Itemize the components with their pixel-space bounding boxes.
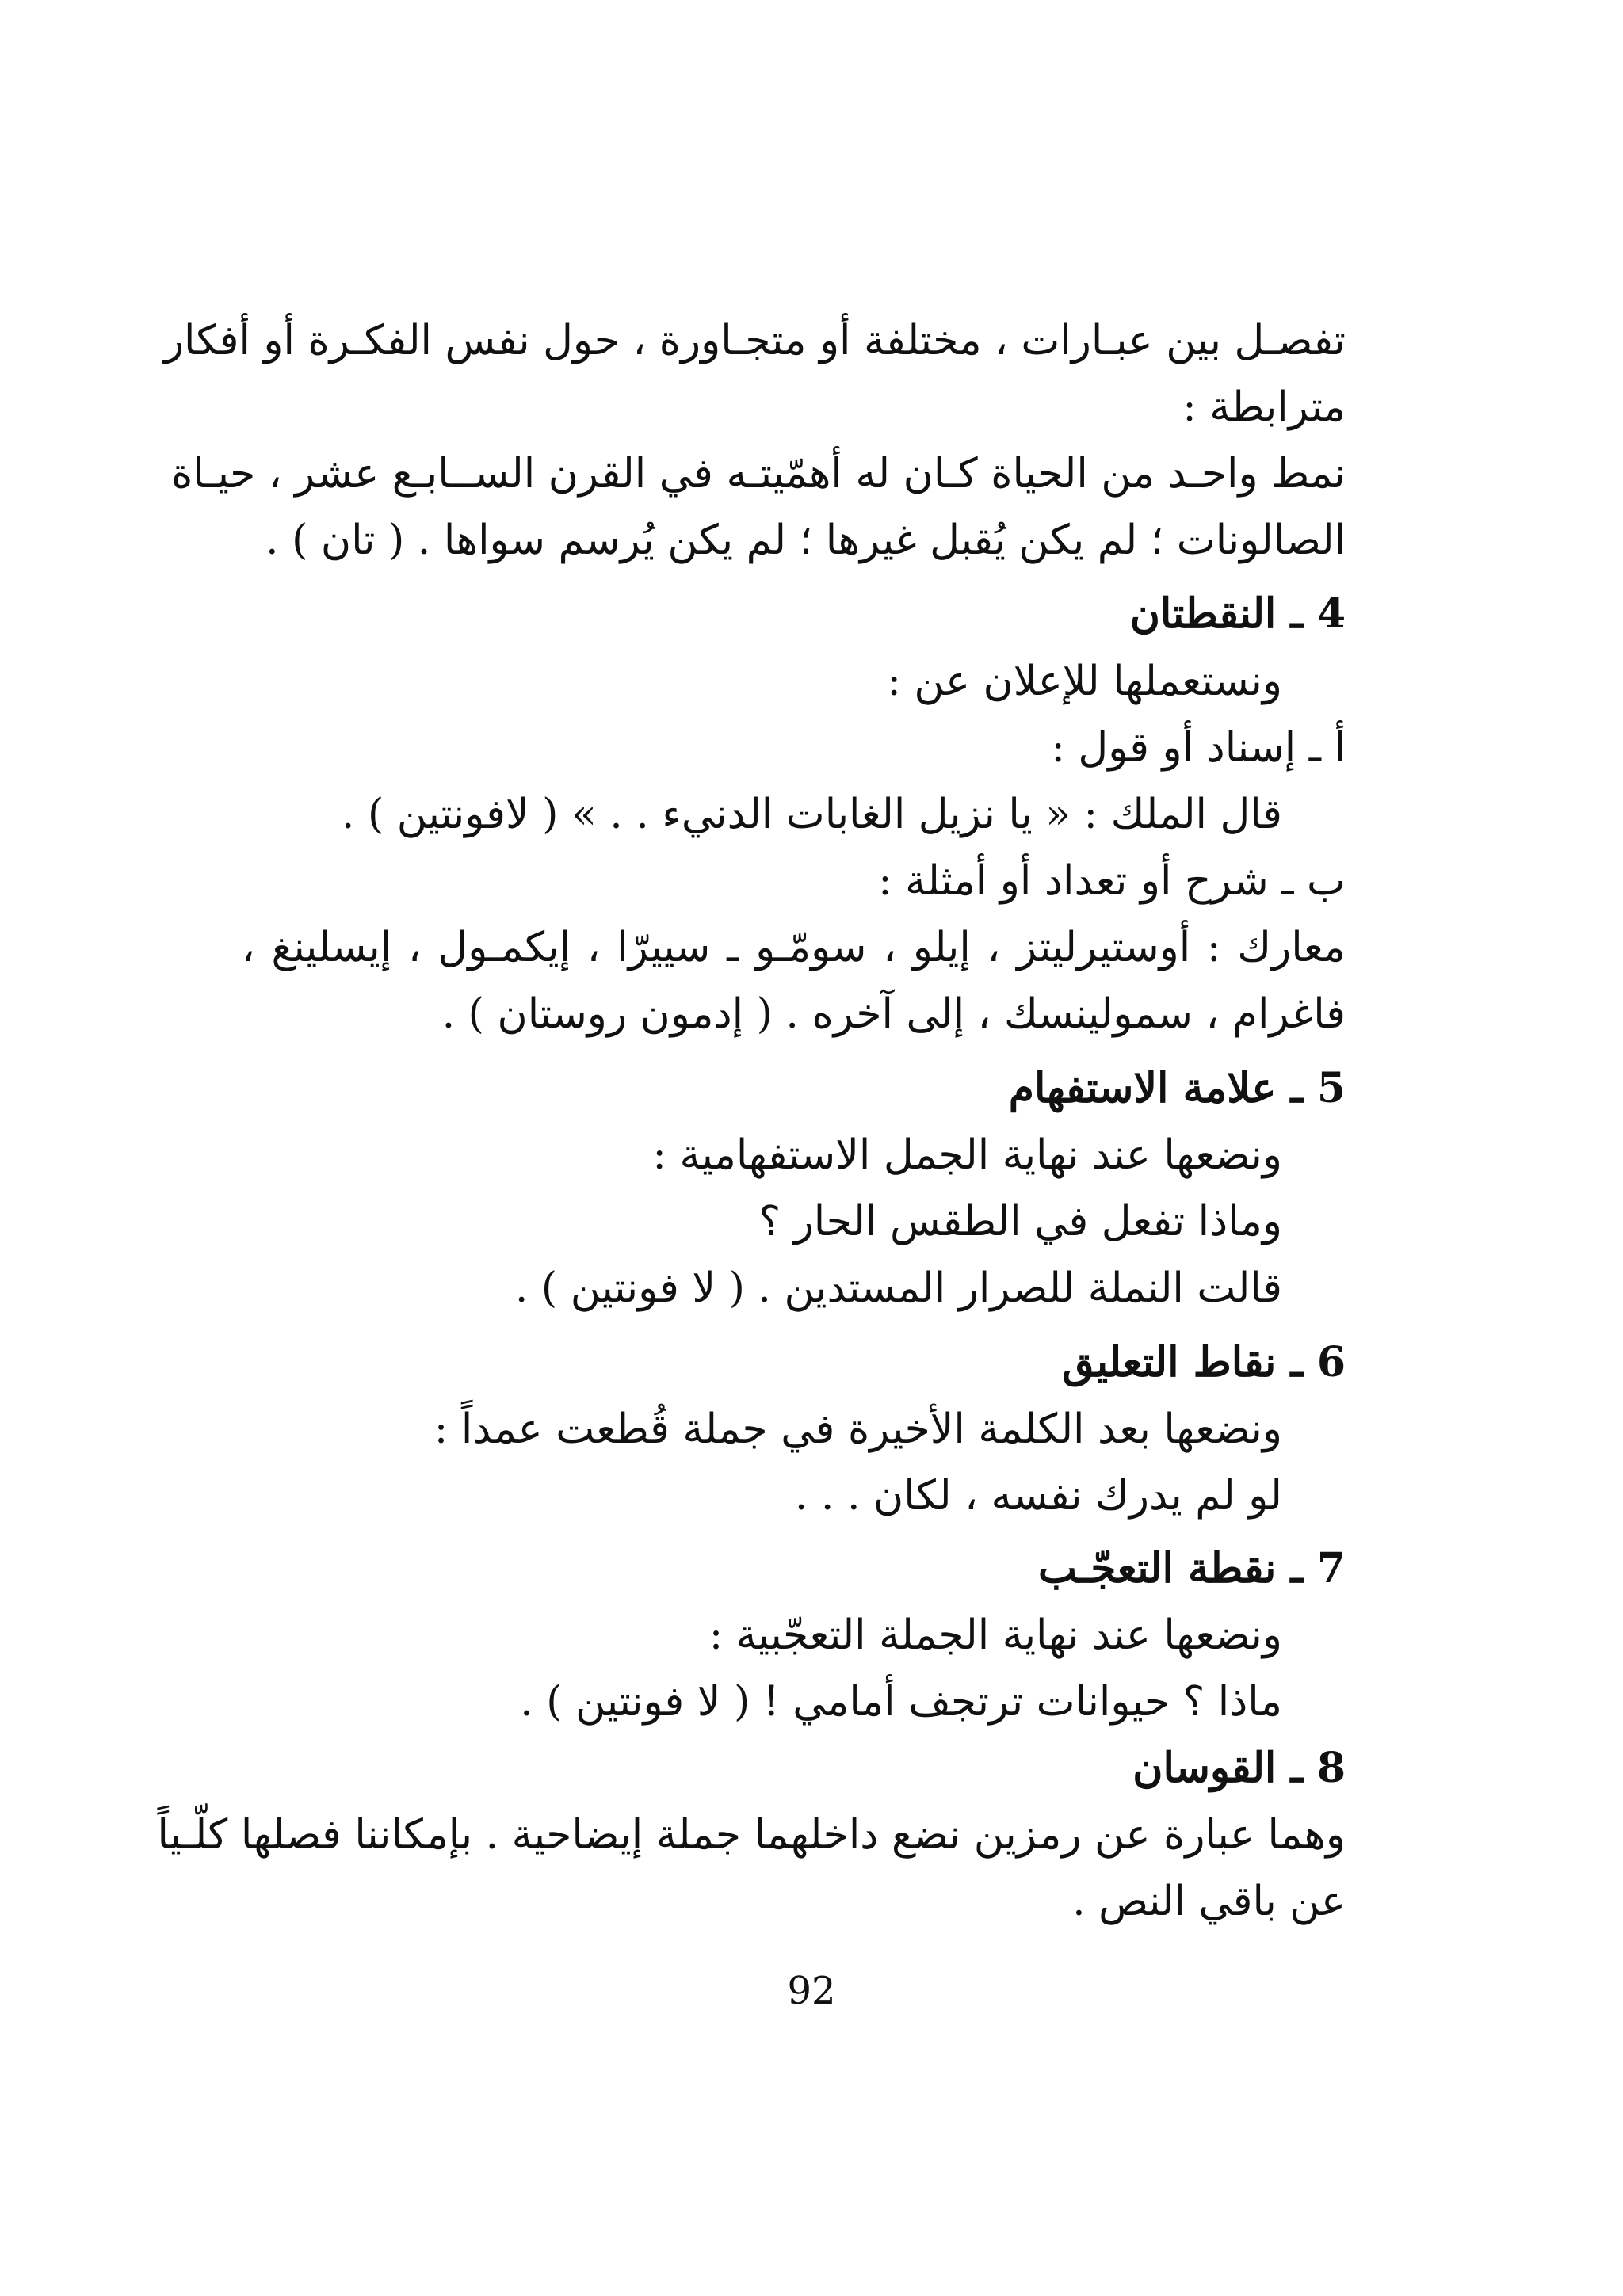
quote-line: نمط واحـد من الحياة كـان له أهمّيتـه في القرن الســابـع عشر ، حيـاة bbox=[171, 450, 1346, 498]
paragraph-line: مترابطة : bbox=[1182, 383, 1346, 431]
section-heading-question-mark: 5 ـ علامة الاستفهام bbox=[1008, 1064, 1346, 1112]
subheading-line: أ ـ إسناد أو قول : bbox=[1051, 724, 1346, 772]
paragraph-line: تفصـل بين عبـارات ، مختلفة أو متجـاورة ، حول نفس الفكـرة أو أفكار bbox=[163, 317, 1346, 364]
paragraph-line: ونستعملها للإعلان عن : bbox=[887, 658, 1282, 705]
example-line: فاغرام ، سمولينسك ، إلى آخره . ( إدمون روستان ) . bbox=[441, 990, 1346, 1038]
subheading-line: ب ـ شرح أو تعداد أو أمثلة : bbox=[878, 857, 1346, 905]
example-line: وماذا تفعل في الطقس الحار ؟ bbox=[758, 1198, 1282, 1245]
example-line: قال الملك : « يا نزيل الغابات الدنيء . . » ( لافونتين ) . bbox=[341, 791, 1282, 838]
example-line: لو لم يدرك نفسه ، لكان . . . bbox=[794, 1472, 1282, 1520]
section-heading-ellipsis: 6 ـ نقاط التعليق bbox=[1062, 1338, 1346, 1386]
example-line: قالت النملة للصرار المستدين . ( لا فونتين ) . bbox=[514, 1264, 1282, 1312]
section-heading-exclamation: 7 ـ نقطة التعجّـب bbox=[1038, 1544, 1346, 1592]
paragraph-line: ونضعها عند نهاية الجمل الاستفهامية : bbox=[652, 1131, 1282, 1179]
paragraph-line: عن باقي النص . bbox=[1072, 1878, 1346, 1925]
paragraph-line: وهما عبارة عن رمزين نضع داخلهما جملة إيضاحية . بإمكاننا فصلها كلّـياً bbox=[157, 1811, 1346, 1859]
section-heading-colon: 4 ـ النقطتان bbox=[1129, 589, 1346, 638]
example-line: ماذا ؟ حيوانات ترتجف أمامي ! ( لا فونتين ) . bbox=[520, 1678, 1282, 1726]
page-number: 92 bbox=[787, 1969, 836, 2013]
paragraph-line: ونضعها عند نهاية الجملة التعجّبية : bbox=[708, 1611, 1282, 1659]
quote-line: الصالونات ؛ لم يكن يُقبل غيرها ؛ لم يكن يُرسم سواها . ( تان ) . bbox=[265, 517, 1346, 564]
section-heading-parentheses: 8 ـ القوسان bbox=[1132, 1744, 1346, 1792]
example-line: معارك : أوستيرليتز ، إيلو ، سومّـو ـ سييرّا ، إيكمـول ، إيسلينغ ، bbox=[242, 924, 1346, 971]
paragraph-line: ونضعها بعد الكلمة الأخيرة في جملة قُطعت عمداً : bbox=[433, 1405, 1282, 1453]
